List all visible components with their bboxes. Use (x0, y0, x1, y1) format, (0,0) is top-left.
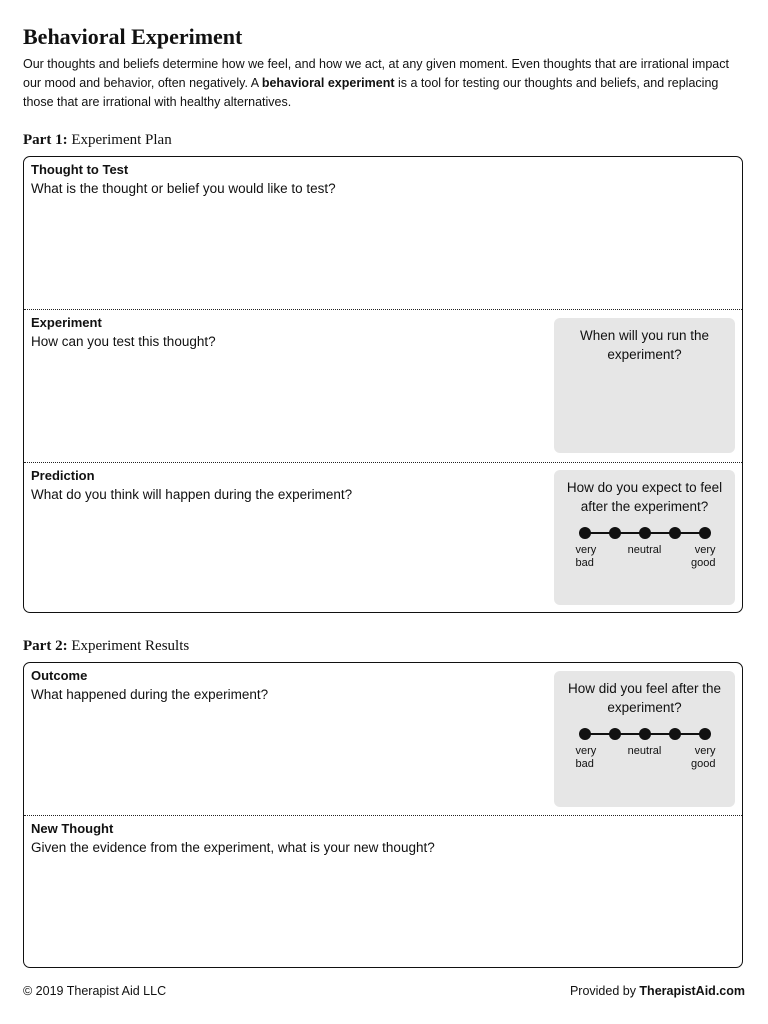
part1-name: Experiment Plan (71, 132, 172, 148)
scale-label-very-good-top: very (694, 745, 716, 757)
scale-label-very-good-bottom: good (691, 557, 716, 569)
expected-feeling-question: How do you expect to feel after the experiment? (566, 480, 723, 514)
thought-to-test-section[interactable] (24, 157, 742, 309)
actual-feeling-question: How did you feel after the experiment? (567, 681, 722, 715)
actual-feeling-card (554, 671, 735, 807)
scale-label-very-bad (576, 745, 597, 771)
part2-heading (23, 637, 189, 655)
scale-label-very-good-top: very (694, 544, 716, 556)
new-thought-prompt: Given the evidence from the experiment, what is your new thought? (31, 840, 435, 855)
prediction-prompt: What do you think will happen during the experiment? (31, 487, 353, 502)
scale-label-very-bad-top: very (575, 745, 597, 757)
scale-point-very-bad[interactable] (579, 527, 591, 539)
footer-brand-link[interactable]: TherapistAid.com (639, 984, 745, 998)
experiment-prompt: How can you test this thought? (31, 334, 216, 349)
scale-label-very-good-bottom: good (691, 758, 716, 770)
experiment-plan-box (23, 156, 743, 613)
new-thought-title: New Thought (31, 821, 114, 836)
expected-feeling-card (554, 470, 735, 605)
part1-heading (23, 131, 172, 149)
actual-feeling-scale (575, 729, 716, 779)
scale-label-very-bad (576, 544, 597, 570)
scale-point-bad[interactable] (609, 527, 621, 539)
scale-point-very-good[interactable] (699, 527, 711, 539)
when-run-card[interactable] (554, 318, 735, 453)
when-run-question: When will you run the experiment? (579, 328, 710, 362)
scale-label-very-bad-bottom: bad (575, 758, 594, 770)
experiment-title: Experiment (31, 315, 102, 330)
experiment-section[interactable] (24, 309, 742, 462)
part1-label: Part 1: (23, 132, 68, 148)
scale-label-neutral: neutral (627, 745, 662, 757)
new-thought-section[interactable] (24, 815, 742, 968)
intro-paragraph (23, 55, 748, 112)
part2-name: Experiment Results (71, 638, 190, 654)
page-title: Behavioral Experiment (23, 24, 243, 49)
scale-label-very-good (691, 544, 715, 570)
outcome-title: Outcome (31, 668, 88, 683)
scale-label-neutral: neutral (627, 544, 662, 556)
outcome-prompt: What happened during the experiment? (31, 687, 269, 702)
scale-point-neutral[interactable] (639, 728, 651, 740)
scale-label-very-bad-bottom: bad (575, 557, 594, 569)
experiment-results-box (23, 662, 743, 968)
prediction-section[interactable] (24, 462, 742, 613)
footer-provided-by (570, 983, 745, 999)
scale-point-very-good[interactable] (699, 728, 711, 740)
intro-text-start: Our thoughts and beliefs determine how we feel, and how we act, at any given moment. Even thoughts that are irrational impact our mood and behavior, often negatively. A (23, 57, 729, 90)
scale-point-neutral[interactable] (639, 527, 651, 539)
footer-copyright: © 2019 Therapist Aid LLC (23, 984, 167, 998)
scale-label-very-bad-top: very (575, 544, 597, 556)
outcome-section[interactable] (24, 663, 742, 815)
expected-feeling-scale (575, 528, 716, 578)
scale-label-very-good (691, 745, 715, 771)
thought-to-test-title: Thought to Test (31, 162, 129, 177)
prediction-title: Prediction (31, 468, 95, 483)
part2-label: Part 2: (23, 638, 68, 654)
thought-to-test-prompt: What is the thought or belief you would like to test? (31, 181, 336, 196)
footer-provided-text: Provided by (569, 984, 640, 998)
scale-point-very-bad[interactable] (579, 728, 591, 740)
intro-bold-term: behavioral experiment (261, 76, 395, 90)
scale-point-good[interactable] (669, 527, 681, 539)
scale-point-bad[interactable] (609, 728, 621, 740)
intro-text-end: is a tool for testing our thoughts and beliefs, and replacing those that are irrational with healthy alternatives. (23, 76, 719, 109)
scale-point-good[interactable] (669, 728, 681, 740)
